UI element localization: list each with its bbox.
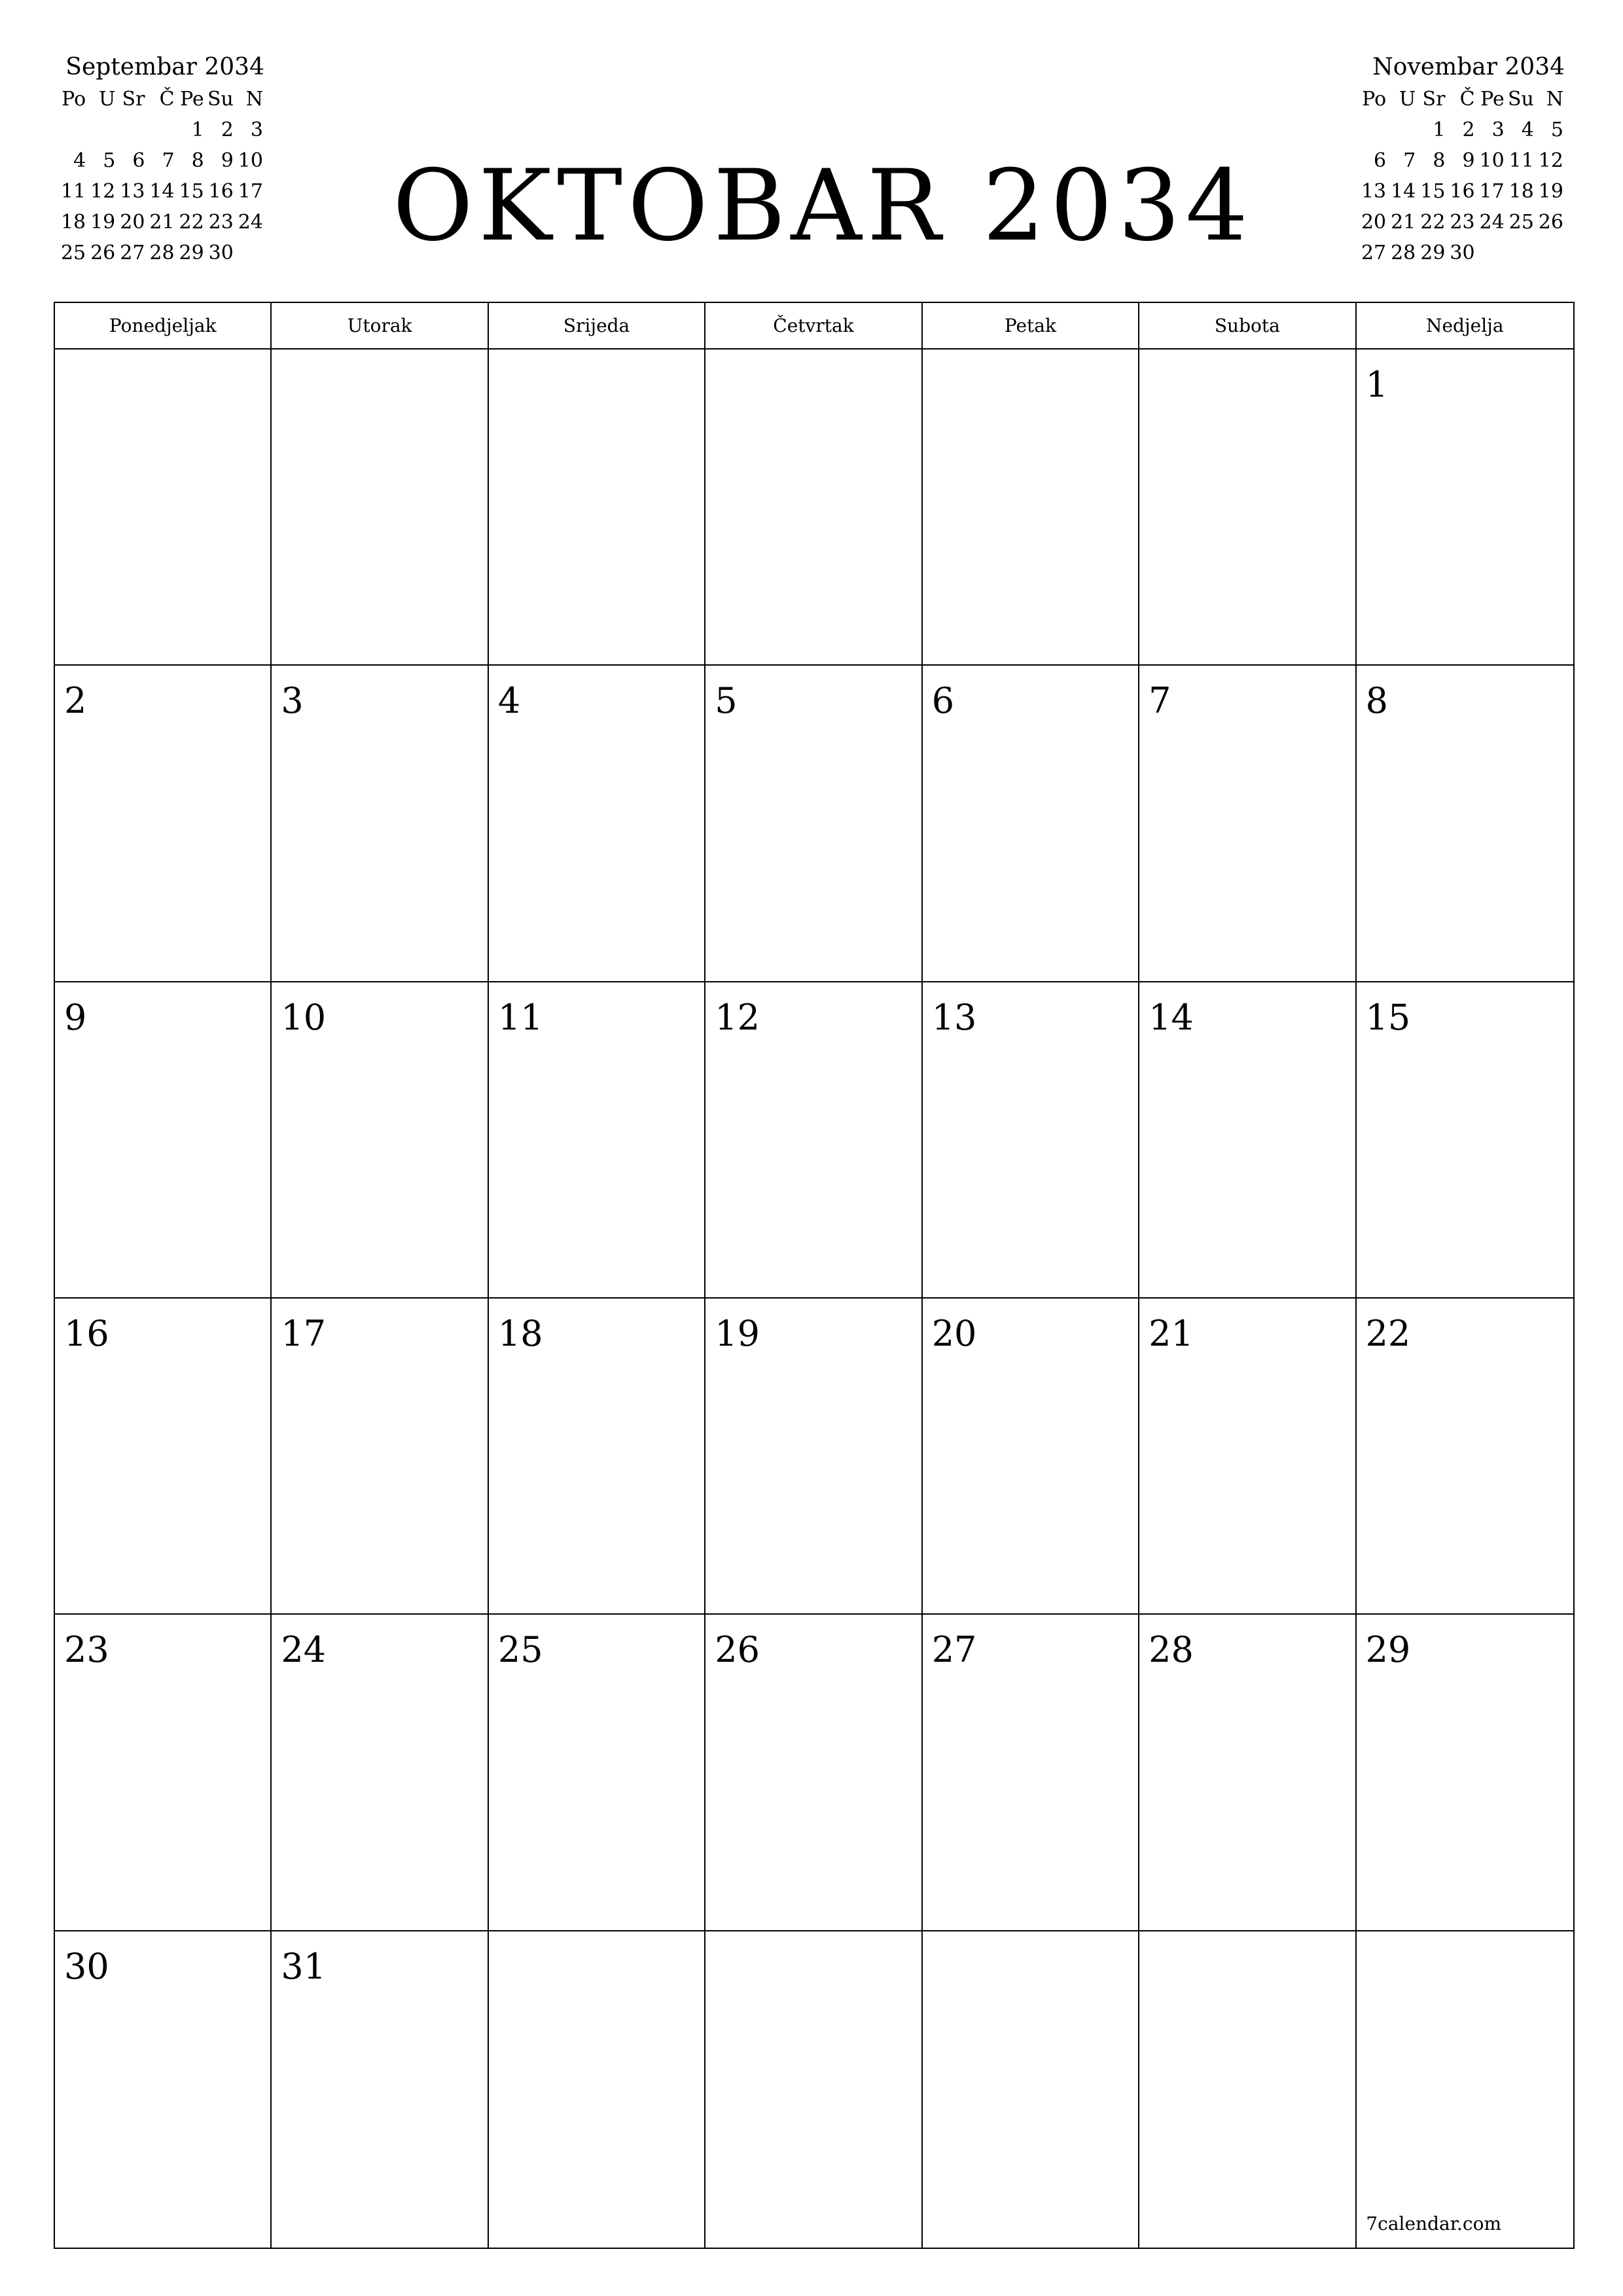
mini-day: 25 (60, 242, 86, 264)
mini-day: 2 (1462, 118, 1475, 141)
page-title: OKTOBAR 2034 (393, 149, 1253, 263)
day-number: 13 (931, 996, 977, 1038)
mini-weekday-header: Po (62, 88, 86, 111)
day-number: 25 (497, 1629, 543, 1671)
mini-day (58, 115, 87, 145)
day-cell (1357, 350, 1573, 666)
day-number: 18 (497, 1313, 543, 1354)
mini-day: 3 (250, 118, 263, 141)
day-cell (923, 666, 1139, 982)
weekday-header: Petak (923, 303, 1139, 348)
day-cell (705, 350, 922, 666)
day-cell (1139, 1931, 1356, 2248)
mini-day: 16 (208, 180, 234, 203)
mini-day: 29 (1420, 242, 1446, 264)
mini-day: 29 (179, 242, 204, 264)
day-cell (489, 666, 705, 982)
mini-day: 8 (191, 149, 204, 172)
weekday-header: Ponedjeljak (55, 303, 272, 348)
day-cell (923, 1615, 1139, 1931)
day-number: 7 (1149, 680, 1171, 722)
day-number: 19 (715, 1313, 760, 1354)
day-number: 2 (64, 680, 87, 722)
mini-day: 7 (1403, 149, 1416, 172)
mini-weekday-header: Su (1507, 88, 1534, 111)
day-cell (489, 982, 705, 1299)
day-cell (705, 666, 922, 982)
day-number: 24 (281, 1629, 327, 1671)
day-number: 4 (497, 680, 521, 722)
weekday-header: Nedjelja (1425, 315, 1504, 336)
mini-calendar-next (1358, 51, 1565, 268)
day-number: 22 (1365, 1313, 1411, 1354)
mini-weekday-header: Pe (180, 88, 204, 111)
month-grid (54, 302, 1575, 2249)
mini-day: 19 (90, 211, 116, 234)
day-cell (272, 1931, 488, 2248)
day-number: 23 (64, 1629, 109, 1671)
mini-day: 26 (90, 242, 116, 264)
day-cell (1139, 1615, 1356, 1931)
mini-day: 5 (1550, 118, 1563, 141)
mini-day: 15 (179, 180, 204, 203)
day-number: 15 (1365, 996, 1411, 1038)
day-number: 26 (715, 1629, 760, 1671)
day-cell (1139, 982, 1356, 1299)
day-cell (1357, 1615, 1573, 1931)
mini-day: 1 (191, 118, 204, 141)
mini-day: 13 (1361, 180, 1387, 203)
day-cell (1357, 1931, 1573, 2248)
mini-calendar-prev (58, 51, 264, 268)
weekday-header-row (55, 303, 1573, 350)
mini-calendar-next-grid (1358, 84, 1565, 268)
mini-weekday-header: N (245, 88, 263, 111)
weekday-header: Srijeda (489, 303, 705, 348)
mini-day (1358, 115, 1387, 145)
mini-weekday-header: U (98, 88, 116, 111)
mini-day: 2 (221, 118, 234, 141)
mini-weekday-header: U (1399, 88, 1416, 111)
mini-day: 18 (1508, 180, 1534, 203)
mini-weekday-header: Sr (122, 88, 145, 111)
day-number: 11 (497, 996, 543, 1038)
day-number: 17 (281, 1313, 327, 1354)
mini-day: 22 (1420, 211, 1446, 234)
day-cell (923, 1931, 1139, 2248)
month-weeks (55, 350, 1573, 2248)
day-cell (705, 1299, 922, 1615)
mini-calendar-prev-title: Septembar 2034 (65, 54, 264, 81)
day-cell (55, 1299, 272, 1615)
mini-day: 13 (120, 180, 145, 203)
mini-day: 28 (1391, 242, 1416, 264)
mini-weekday-header: Po (1362, 88, 1387, 111)
mini-day: 6 (1374, 149, 1387, 172)
mini-day: 22 (179, 211, 204, 234)
mini-day: 12 (90, 180, 116, 203)
mini-day: 3 (1491, 118, 1505, 141)
day-cell (1357, 666, 1573, 982)
mini-day: 17 (1479, 180, 1505, 203)
weekday-header: Subota (1139, 303, 1356, 348)
mini-day: 30 (1450, 242, 1475, 264)
day-cell (1139, 350, 1356, 666)
day-number: 20 (931, 1313, 977, 1354)
mini-day: 14 (1391, 180, 1416, 203)
mini-day: 21 (149, 211, 175, 234)
mini-calendar-prev-grid (58, 84, 264, 268)
mini-day: 17 (238, 180, 263, 203)
mini-day: 27 (1361, 242, 1387, 264)
day-cell (489, 1931, 705, 2248)
mini-day: 30 (208, 242, 234, 264)
day-number: 30 (64, 1945, 109, 1987)
day-cell (1357, 1299, 1573, 1615)
day-number: 29 (1365, 1629, 1411, 1671)
day-number: 21 (1149, 1313, 1194, 1354)
mini-day: 18 (60, 211, 86, 234)
mini-day (1506, 238, 1535, 268)
mini-day: 16 (1450, 180, 1475, 203)
day-cell (272, 1299, 488, 1615)
day-cell (489, 1615, 705, 1931)
day-cell (923, 982, 1139, 1299)
day-number: 28 (1149, 1629, 1194, 1671)
day-cell (55, 1615, 272, 1931)
day-cell (55, 350, 272, 666)
mini-day (1476, 238, 1506, 268)
day-number: 27 (931, 1629, 977, 1671)
mini-calendar-next-title: Novembar 2034 (1372, 54, 1565, 81)
day-cell (489, 350, 705, 666)
day-number: 6 (931, 680, 955, 722)
day-cell (1139, 666, 1356, 982)
mini-day: 25 (1508, 211, 1534, 234)
mini-weekday-header: Č (1459, 88, 1475, 111)
day-cell (489, 1299, 705, 1615)
mini-day (1387, 115, 1417, 145)
mini-day: 19 (1538, 180, 1563, 203)
mini-weekday-header: Č (159, 88, 175, 111)
site-credit: 7calendar.com (1366, 2213, 1501, 2234)
day-cell (1139, 1299, 1356, 1615)
mini-day: 23 (1450, 211, 1475, 234)
mini-weekday-header: N (1546, 88, 1563, 111)
day-number: 10 (281, 996, 327, 1038)
day-cell (705, 1931, 922, 2248)
mini-day: 6 (132, 149, 145, 172)
day-cell (55, 982, 272, 1299)
day-number: 14 (1149, 996, 1194, 1038)
mini-day: 10 (238, 149, 263, 172)
day-number: 8 (1365, 680, 1388, 722)
day-cell (1357, 982, 1573, 1299)
mini-day: 10 (1479, 149, 1505, 172)
mini-day: 9 (1462, 149, 1475, 172)
day-cell (272, 350, 488, 666)
day-cell (272, 1615, 488, 1931)
day-cell (923, 350, 1139, 666)
mini-day: 24 (238, 211, 263, 234)
mini-day: 20 (1361, 211, 1387, 234)
day-number: 3 (281, 680, 304, 722)
day-cell (55, 1931, 272, 2248)
mini-day: 20 (120, 211, 145, 234)
day-cell (705, 982, 922, 1299)
mini-day: 27 (120, 242, 145, 264)
mini-day: 12 (1538, 149, 1563, 172)
mini-day: 28 (149, 242, 175, 264)
mini-day: 26 (1538, 211, 1563, 234)
day-number: 31 (281, 1945, 327, 1987)
mini-day: 8 (1433, 149, 1446, 172)
mini-day: 1 (1433, 118, 1446, 141)
mini-day (146, 115, 175, 145)
weekday-header: Utorak (272, 303, 488, 348)
mini-day: 4 (73, 149, 86, 172)
day-cell (923, 1299, 1139, 1615)
mini-day: 21 (1391, 211, 1416, 234)
mini-day: 11 (60, 180, 86, 203)
weekday-header: Četvrtak (705, 303, 922, 348)
day-cell (705, 1615, 922, 1931)
mini-day: 11 (1508, 149, 1534, 172)
mini-day: 14 (149, 180, 175, 203)
mini-day: 9 (221, 149, 234, 172)
mini-day: 4 (1521, 118, 1534, 141)
mini-day (1535, 238, 1565, 268)
mini-day: 23 (208, 211, 234, 234)
mini-weekday-header: Su (207, 88, 234, 111)
mini-day (235, 238, 264, 268)
day-number: 12 (715, 996, 760, 1038)
day-number: 5 (715, 680, 738, 722)
mini-day: 24 (1479, 211, 1505, 234)
mini-day: 7 (162, 149, 175, 172)
day-number: 16 (64, 1313, 109, 1354)
day-number: 1 (1365, 364, 1388, 405)
mini-weekday-header: Pe (1480, 88, 1505, 111)
day-cell (272, 666, 488, 982)
mini-day (116, 115, 146, 145)
mini-day (87, 115, 116, 145)
mini-weekday-header: Sr (1422, 88, 1446, 111)
day-cell (55, 666, 272, 982)
mini-day: 15 (1420, 180, 1446, 203)
day-cell (272, 982, 488, 1299)
mini-day: 5 (103, 149, 116, 172)
day-number: 9 (64, 996, 87, 1038)
